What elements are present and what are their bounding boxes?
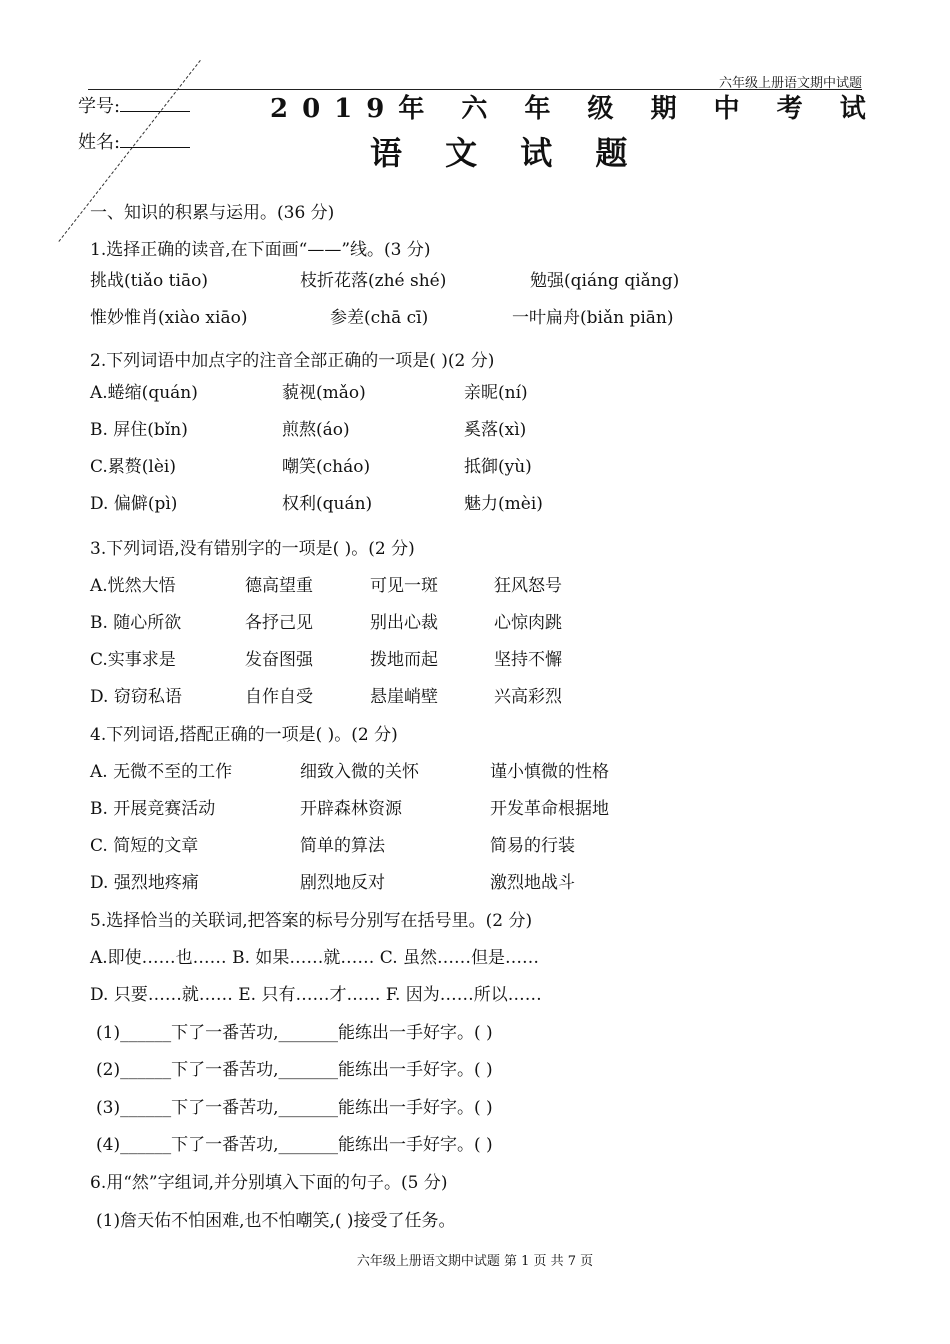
q4-c1: C. 简短的文章	[90, 836, 199, 856]
q1-row1	[90, 266, 679, 291]
q3-c1: C.实事求是	[90, 650, 176, 670]
q1-item: 枝折花落(zhé shé)	[300, 271, 447, 291]
q2-c3: 抵御(yù)	[464, 457, 532, 477]
q4-a3: 谨小慎微的性格	[490, 762, 609, 782]
q4-option-a	[90, 757, 609, 782]
student-name-blank[interactable]	[120, 129, 190, 148]
q3-d4: 兴高彩烈	[494, 687, 562, 707]
q2-option-d	[90, 489, 543, 514]
q2-a2: 藐视(mǎo)	[282, 383, 366, 403]
q4-option-b	[90, 794, 609, 819]
q5-conjunctions-2: D. 只要……就…… E. 只有……才…… F. 因为……所以……	[90, 985, 542, 1005]
q2-stem: 2.下列词语中加点字的注音全部正确的一项是( )(2 分)	[90, 351, 495, 371]
q2-option-a	[90, 378, 528, 403]
q6-stem: 6.用“然”字组词,并分别填入下面的句子。(5 分)	[90, 1173, 448, 1193]
q3-a4: 狂风怒号	[494, 576, 562, 596]
student-id-blank[interactable]	[120, 93, 190, 112]
q5-item-4[interactable]: (4)______下了一番苦功,_______能练出一手好字。( )	[96, 1135, 493, 1155]
q2-a3: 亲昵(ní)	[464, 383, 528, 403]
q3-c2: 发奋图强	[245, 650, 313, 670]
q2-b1: B. 屏住(bǐn)	[90, 420, 188, 440]
student-name-field[interactable]	[78, 128, 190, 154]
q2-option-c	[90, 452, 532, 477]
q3-d1: D. 窃窃私语	[90, 687, 182, 707]
q3-b3: 别出心裁	[370, 613, 438, 633]
q3-a2: 德高望重	[245, 576, 313, 596]
q1-item: 惟妙惟肖(xiào xiāo)	[90, 308, 248, 328]
q3-b2: 各抒己见	[245, 613, 313, 633]
student-name-label: 姓名:	[78, 132, 121, 153]
q4-d1: D. 强烈地疼痛	[90, 873, 199, 893]
page-footer: 六年级上册语文期中试题 第 1 页 共 7 页	[356, 1254, 594, 1269]
q1-item: 参差(chā cī)	[330, 308, 429, 328]
q2-option-b	[90, 415, 526, 440]
q4-d2: 剧烈地反对	[300, 873, 385, 893]
q2-d1: D. 偏僻(pì)	[90, 494, 178, 514]
q2-d3: 魅力(mèi)	[464, 494, 543, 514]
section-heading: 一、知识的积累与运用。(36 分)	[90, 203, 335, 223]
q4-c2: 简单的算法	[300, 836, 385, 856]
q2-c1: C.累赘(lèi)	[90, 457, 177, 477]
q5-conjunctions-1: A.即使……也…… B. 如果……就…… C. 虽然……但是……	[90, 948, 539, 968]
q5-item-3[interactable]: (3)______下了一番苦功,_______能练出一手好字。( )	[96, 1098, 493, 1118]
q3-c3: 拨地而起	[370, 650, 438, 670]
q3-option-d	[90, 682, 562, 707]
q2-b2: 煎熬(áo)	[282, 420, 350, 440]
q3-c4: 坚持不懈	[494, 650, 562, 670]
q2-d2: 权利(quán)	[282, 494, 373, 514]
q2-b3: 奚落(xì)	[464, 420, 527, 440]
q3-stem: 3.下列词语,没有错别字的一项是( )。(2 分)	[90, 539, 415, 559]
q6-item-1[interactable]: (1)詹天佑不怕困难,也不怕嘲笑,( )接受了任务。	[96, 1211, 456, 1231]
q4-stem: 4.下列词语,搭配正确的一项是( )。(2 分)	[90, 725, 398, 745]
student-id-label: 学号:	[78, 96, 121, 117]
q3-b4: 心惊肉跳	[494, 613, 562, 633]
q1-item: 一叶扁舟(biǎn piān)	[512, 308, 674, 328]
q3-option-b	[90, 608, 562, 633]
q1-row2	[90, 303, 673, 328]
q5-stem: 5.选择恰当的关联词,把答案的标号分别写在括号里。(2 分)	[90, 911, 533, 931]
header-title: 六年级上册语文期中试题	[718, 76, 862, 91]
q4-b2: 开辟森林资源	[300, 799, 402, 819]
q3-d3: 悬崖峭壁	[370, 687, 438, 707]
q2-a1: A.蜷缩(quán)	[90, 383, 198, 403]
q1-item: 勉强(qiáng qiǎng)	[530, 271, 680, 291]
q4-c3: 简易的行装	[490, 836, 575, 856]
q3-b1: B. 随心所欲	[90, 613, 182, 633]
q4-option-c	[90, 831, 575, 856]
student-id-field[interactable]	[78, 92, 190, 118]
q4-b1: B. 开展竞赛活动	[90, 799, 216, 819]
q4-b3: 开发革命根据地	[490, 799, 609, 819]
q3-d2: 自作自受	[245, 687, 313, 707]
q5-item-1[interactable]: (1)______下了一番苦功,_______能练出一手好字。( )	[96, 1023, 493, 1043]
q4-a2: 细致入微的关怀	[300, 762, 419, 782]
q5-item-2[interactable]: (2)______下了一番苦功,_______能练出一手好字。( )	[96, 1060, 493, 1080]
q4-d3: 激烈地战斗	[490, 873, 575, 893]
q4-a1: A. 无微不至的工作	[90, 762, 233, 782]
q3-option-a	[90, 571, 562, 596]
q1-item: 挑战(tiǎo tiāo)	[90, 271, 208, 291]
q2-c2: 嘲笑(cháo)	[282, 457, 371, 477]
q4-option-d	[90, 868, 575, 893]
q3-option-c	[90, 645, 562, 670]
q1-stem: 1.选择正确的读音,在下面画“——”线。(3 分)	[90, 240, 431, 260]
exam-subtitle: 语 文 试 题	[370, 134, 644, 172]
q3-a3: 可见一斑	[370, 576, 438, 596]
exam-title: 2019年 六 年 级 期 中 考 试	[270, 94, 880, 124]
q3-a1: A.恍然大悟	[90, 576, 176, 596]
